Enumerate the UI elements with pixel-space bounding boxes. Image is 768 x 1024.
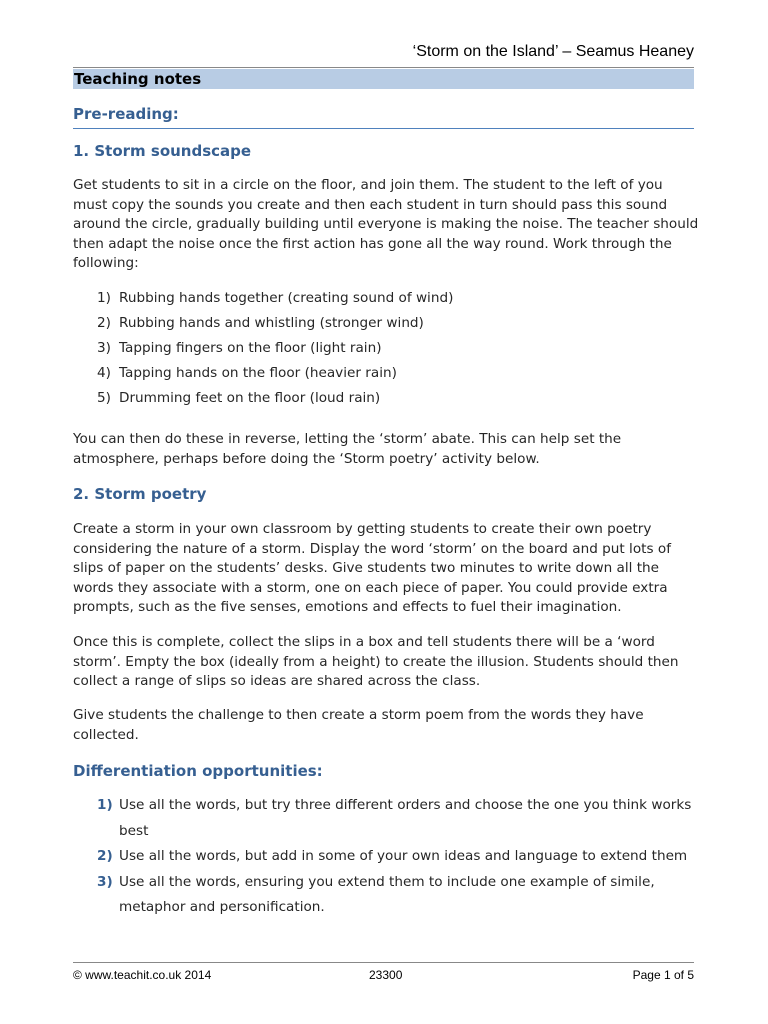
list-item-text: Use all the words, but add in some of your own ideas and language to extend them [119, 848, 688, 864]
section-1-heading: 1. Storm soundscape [73, 142, 252, 160]
list-item-number: 2) [97, 315, 111, 331]
list-item-number: 4) [97, 365, 111, 381]
list-item-number: 1) [97, 797, 113, 813]
list-item-text: Tapping hands on the floor (heavier rain) [119, 365, 397, 381]
soundscape-list [73, 289, 699, 414]
list-item [73, 289, 699, 314]
page-header [73, 41, 694, 68]
differentiation-list [73, 793, 699, 921]
page-number: Page 1 of 5 [632, 968, 694, 982]
list-item [73, 339, 699, 364]
page-footer [73, 962, 694, 983]
list-item [73, 389, 699, 414]
list-item-text: Rubbing hands and whistling (stronger wind) [119, 315, 424, 331]
resource-number: 23300 [369, 968, 403, 982]
teaching-notes-band [73, 69, 694, 89]
section-2-paragraph-2: Once this is complete, collect the slips in a box and tell students there will be a ‘word storm’. Empty the box (ideally from a height) to create the illusion. Students should then collect a range of slips so ideas are shared across the class. [73, 634, 679, 690]
list-item-number: 5) [97, 390, 111, 406]
list-item-text: Use all the words, but try three different orders and choose the one you think works best [119, 797, 692, 839]
list-item [73, 793, 699, 844]
list-item-text: Use all the words, ensuring you extend them to include one example of simile, metaphor and personification. [119, 873, 655, 915]
copyright-text: © www.teachit.co.uk 2014 [73, 968, 212, 982]
list-item [73, 314, 699, 339]
list-item-text: Tapping fingers on the floor (light rain) [119, 340, 382, 356]
section-2-paragraph-1: Create a storm in your own classroom by getting students to create their own poetry considering the nature of a storm. Display the word ‘storm’ on the board and put lots of slips of paper on the students’ desks. Give students two minutes to write down all the words they associate with a storm, one on each piece of paper. You could provide extra prompts, such as the five senses, emotions and effects to fuel their imagination. [73, 521, 671, 616]
differentiation-heading: Differentiation opportunities: [73, 762, 323, 780]
list-item [73, 844, 699, 870]
pre-reading-heading: Pre-reading: [73, 104, 694, 129]
list-item [73, 870, 699, 921]
section-1-outro: You can then do these in reverse, letting the ‘storm’ abate. This can help set the atmosphere, perhaps before doing the ‘Storm poetry’ activity below. [73, 431, 622, 467]
section-1-intro: Get students to sit in a circle on the floor, and join them. The student to the left of you must copy the sounds you create and then each student in turn should pass this sound around the circle, gradually building until everyone is making the noise. The teacher should then adapt the noise once the first action has gone all the way round. Work through the following: [73, 177, 699, 272]
document-title: ‘Storm on the Island’ – Seamus Heaney [412, 43, 694, 60]
section-2-heading: 2. Storm poetry [73, 485, 207, 503]
list-item-number: 3) [97, 340, 111, 356]
list-item [73, 364, 699, 389]
list-item-number: 2) [97, 848, 113, 864]
list-item-text: Rubbing hands together (creating sound of wind) [119, 290, 454, 306]
list-item-text: Drumming feet on the floor (loud rain) [119, 390, 381, 406]
section-2-paragraph-3: Give students the challenge to then create a storm poem from the words they have collected. [73, 707, 644, 743]
list-item-number: 1) [97, 290, 111, 306]
teaching-notes-label: Teaching notes [74, 70, 202, 88]
list-item-number: 3) [97, 873, 113, 890]
